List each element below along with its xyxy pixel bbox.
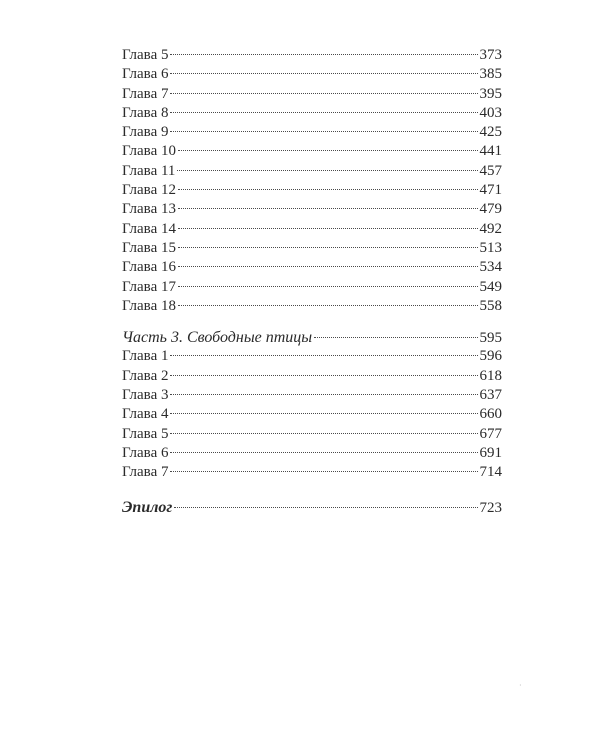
toc-entry-label: Глава 4: [122, 406, 169, 423]
toc-entry-page: 549: [479, 278, 502, 295]
dot-leader: [170, 131, 477, 132]
dot-leader: [174, 507, 477, 508]
dot-leader: [170, 433, 477, 434]
toc-entry-label: Глава 10: [122, 143, 176, 160]
toc-entry-page: 534: [479, 259, 502, 276]
dot-leader: [178, 228, 478, 229]
toc-entry-page: 637: [479, 387, 502, 404]
toc-entry-part3-chapter-1: [122, 347, 502, 366]
toc-epilogue: [122, 498, 502, 517]
toc-entry-page: 492: [479, 220, 502, 237]
dot-leader: [178, 247, 478, 248]
toc-entry-page: 714: [479, 464, 502, 481]
toc-entry-chapter-17: [122, 278, 502, 297]
toc-entry-chapter-6: [122, 65, 502, 84]
dot-leader: [178, 189, 478, 190]
toc-epilogue-page: 723: [479, 499, 502, 516]
dot-leader: [170, 413, 477, 414]
toc-entry-page: 558: [479, 297, 502, 314]
dot-leader: [178, 286, 478, 287]
toc-entry-page: 471: [479, 182, 502, 199]
dot-leader: [170, 355, 477, 356]
page-speck: ·: [519, 681, 522, 690]
toc-entry-chapter-14: [122, 220, 502, 239]
dot-leader: [170, 452, 477, 453]
toc-entry-label: Глава 8: [122, 104, 169, 121]
toc-entry-label: Глава 2: [122, 367, 169, 384]
toc-entry-page: 677: [479, 425, 502, 442]
toc-entry-chapter-9: [122, 123, 502, 142]
toc-entry-label: Глава 9: [122, 124, 169, 141]
toc-entry-label: Глава 1: [122, 348, 169, 365]
toc-entry-chapter-18: [122, 297, 502, 316]
toc-entry-part3-chapter-6: [122, 444, 502, 463]
dot-leader: [170, 375, 477, 376]
toc-entry-label: Глава 17: [122, 278, 176, 295]
toc-entry-label: Глава 5: [122, 47, 169, 63]
toc-entry-label: Глава 7: [122, 464, 169, 481]
toc-epilogue-label: Эпилог: [122, 498, 173, 516]
toc-entry-chapter-15: [122, 239, 502, 258]
dot-leader: [178, 208, 478, 209]
toc-entry-part3-chapter-3: [122, 386, 502, 405]
toc-entry-chapter-7: [122, 85, 502, 104]
toc-part-page: 595: [479, 330, 502, 347]
toc-entry-label: Глава 6: [122, 444, 169, 461]
dot-leader: [314, 337, 477, 338]
toc-entry-chapter-11: [122, 162, 502, 181]
table-of-contents: [122, 46, 502, 517]
toc-entry-page: 385: [479, 66, 502, 83]
toc-entry-label: Глава 5: [122, 425, 169, 442]
toc-entry-page: 513: [479, 239, 502, 256]
toc-entry-part3-chapter-7: [122, 463, 502, 482]
toc-entry-page: 403: [479, 104, 502, 121]
dot-leader: [178, 266, 478, 267]
dot-leader: [170, 471, 477, 472]
toc-part-label: Часть 3. Свободные птицы: [122, 329, 313, 347]
toc-entry-label: Глава 18: [122, 297, 176, 314]
toc-entry-label: Глава 3: [122, 387, 169, 404]
toc-entry-chapter-5: [122, 46, 502, 65]
toc-entry-page: 441: [479, 143, 502, 160]
dot-leader: [170, 93, 477, 94]
toc-entry-label: Глава 12: [122, 182, 176, 199]
toc-entry-chapter-16: [122, 258, 502, 277]
toc-part-3-heading: [122, 328, 502, 347]
toc-entry-label: Глава 16: [122, 259, 176, 276]
dot-leader: [178, 305, 478, 306]
dot-leader: [177, 170, 477, 171]
toc-entry-page: 596: [479, 348, 502, 365]
toc-entry-chapter-12: [122, 181, 502, 200]
toc-entry-label: Глава 11: [122, 162, 176, 179]
toc-entry-label: Глава 15: [122, 239, 176, 256]
toc-entry-page: 373: [479, 47, 502, 63]
toc-entry-label: Глава 13: [122, 201, 176, 218]
toc-entry-part3-chapter-2: [122, 367, 502, 386]
toc-entry-page: 691: [479, 444, 502, 461]
dot-leader: [178, 150, 478, 151]
toc-entry-page: 425: [479, 124, 502, 141]
dot-leader: [170, 112, 477, 113]
toc-entry-page: 660: [479, 406, 502, 423]
toc-entry-chapter-13: [122, 200, 502, 219]
toc-entry-page: 395: [479, 85, 502, 102]
toc-entry-label: Глава 14: [122, 220, 176, 237]
toc-entry-page: 618: [479, 367, 502, 384]
toc-entry-page: 457: [479, 162, 502, 179]
toc-entry-page: 479: [479, 201, 502, 218]
toc-entry-chapter-8: [122, 104, 502, 123]
toc-entry-label: Глава 7: [122, 85, 169, 102]
toc-entry-part3-chapter-5: [122, 425, 502, 444]
toc-entry-part3-chapter-4: [122, 405, 502, 424]
dot-leader: [170, 394, 477, 395]
toc-entry-label: Глава 6: [122, 66, 169, 83]
toc-entry-chapter-10: [122, 142, 502, 161]
dot-leader: [170, 73, 477, 74]
dot-leader: [170, 54, 477, 55]
